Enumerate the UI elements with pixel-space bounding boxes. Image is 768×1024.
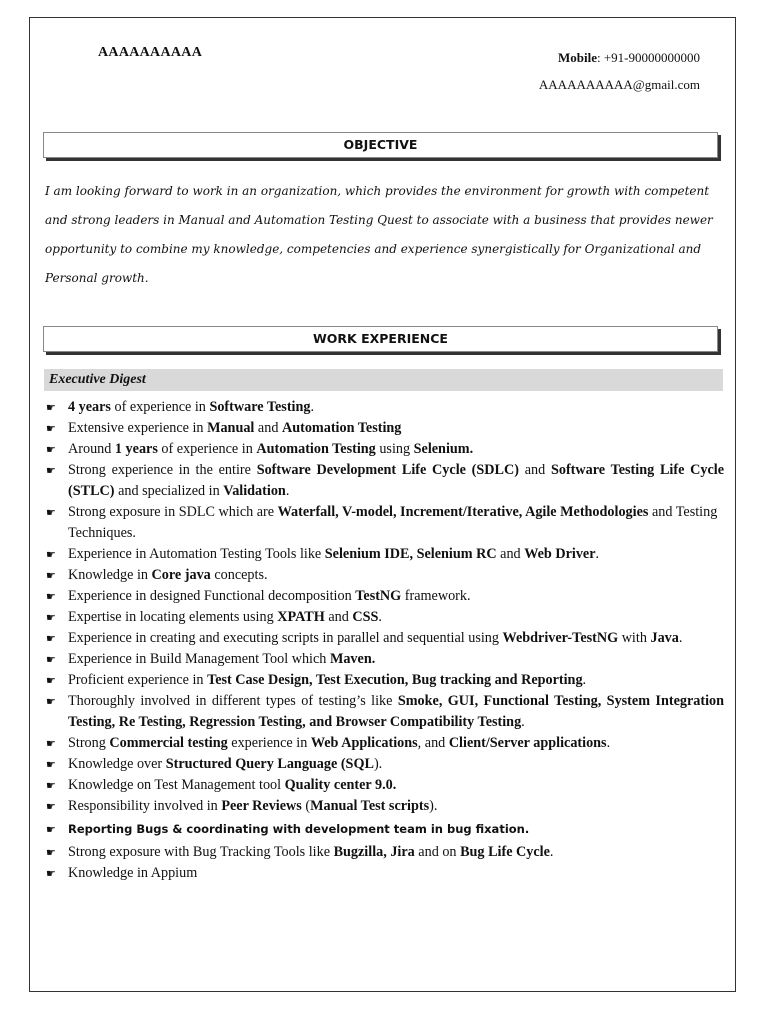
list-item-text: Bug Life Cycle bbox=[460, 844, 550, 860]
list-item-text: of experience in bbox=[110, 399, 210, 415]
hand-pointing-icon: ☛ bbox=[46, 653, 56, 666]
executive-digest-title: Executive Digest bbox=[49, 372, 146, 387]
list-item-text: and on bbox=[414, 844, 461, 860]
list-item bbox=[46, 819, 726, 840]
candidate-name: AAAAAAAAAA bbox=[98, 45, 203, 60]
list-item-text: concepts. bbox=[210, 567, 268, 583]
list-item-text: ). bbox=[373, 756, 383, 772]
list-item-text: Automation Testing bbox=[281, 420, 402, 436]
list-item bbox=[46, 754, 726, 775]
list-item bbox=[46, 607, 726, 628]
list-item-text: ). bbox=[429, 798, 438, 814]
objective-heading: OBJECTIVE bbox=[43, 132, 718, 158]
list-item-text: . bbox=[521, 714, 525, 730]
mobile-line bbox=[480, 44, 700, 71]
hand-pointing-icon: ☛ bbox=[46, 695, 56, 708]
list-item bbox=[46, 863, 726, 884]
list-item-text: Strong exposure with Bug Tracking Tools like bbox=[68, 844, 334, 860]
executive-digest-list bbox=[46, 397, 726, 884]
list-item-text: 4 years bbox=[68, 399, 111, 415]
list-item-text: Selenium IDE, Selenium RC bbox=[324, 546, 497, 562]
list-item-text: ( bbox=[301, 798, 311, 814]
hand-pointing-icon: ☛ bbox=[46, 443, 56, 456]
list-item-text: Web Driver bbox=[524, 546, 596, 562]
list-item-text: and specialized in bbox=[114, 483, 224, 499]
list-item bbox=[46, 544, 726, 565]
list-item-text: Responsibility involved in bbox=[68, 798, 222, 814]
list-item-text: Experience in designed Functional decomposition bbox=[68, 588, 356, 604]
list-item-text: Reporting Bugs & coordinating with development team in bug fixation. bbox=[68, 822, 530, 836]
list-item-text: , and bbox=[417, 735, 449, 751]
contact-block bbox=[480, 44, 700, 98]
list-item bbox=[46, 733, 726, 754]
email-address: AAAAAAAAAA@gmail.com bbox=[538, 77, 700, 92]
list-item-text: Commercial testing bbox=[109, 735, 228, 751]
list-item-text: . bbox=[285, 483, 290, 499]
list-item-text: and bbox=[518, 462, 551, 478]
list-item-text: . bbox=[582, 672, 587, 688]
hand-pointing-icon: ☛ bbox=[46, 800, 56, 813]
hand-pointing-icon: ☛ bbox=[46, 867, 56, 880]
list-item-text: Strong exposure in SDLC which are bbox=[68, 504, 278, 520]
list-item-text: TestNG bbox=[355, 588, 402, 604]
hand-pointing-icon: ☛ bbox=[46, 422, 56, 435]
list-item bbox=[46, 502, 726, 544]
list-item-text: Experience in creating and executing scripts in parallel and sequential using bbox=[68, 630, 503, 646]
hand-pointing-icon: ☛ bbox=[46, 464, 56, 477]
mobile-label: Mobile bbox=[557, 50, 597, 65]
work-experience-heading: WORK EXPERIENCE bbox=[43, 326, 718, 352]
list-item-text: Web Applications bbox=[310, 735, 418, 751]
list-item-text: Selenium. bbox=[413, 441, 474, 457]
list-item-text: Experience in Automation Testing Tools like bbox=[68, 546, 325, 562]
hand-pointing-icon: ☛ bbox=[46, 401, 56, 414]
hand-pointing-icon: ☛ bbox=[46, 779, 56, 792]
executive-digest-bar bbox=[44, 369, 723, 391]
list-item-text: Thoroughly involved in different types of testing’s like bbox=[68, 693, 398, 709]
hand-pointing-icon: ☛ bbox=[46, 611, 56, 624]
list-item-text: framework. bbox=[401, 588, 471, 604]
hand-pointing-icon: ☛ bbox=[46, 823, 56, 836]
list-item-text: and bbox=[496, 546, 525, 562]
list-item-text: Strong experience in the entire bbox=[68, 462, 257, 478]
list-item-text: XPATH bbox=[277, 609, 325, 625]
list-item-text: . bbox=[549, 844, 554, 860]
list-item-text: Proficient experience in bbox=[68, 672, 208, 688]
list-item-text: Smoke, GUI, Functional Testing, System Integration Testing, Re Testing, Regression Testing, and Browser Compatibility Testing bbox=[68, 693, 724, 730]
list-item-text: Knowledge over bbox=[68, 756, 166, 772]
hand-pointing-icon: ☛ bbox=[46, 632, 56, 645]
list-item bbox=[46, 397, 726, 418]
hand-pointing-icon: ☛ bbox=[46, 758, 56, 771]
hand-pointing-icon: ☛ bbox=[46, 846, 56, 859]
list-item bbox=[46, 418, 726, 439]
list-item-text: of experience in bbox=[157, 441, 257, 457]
list-item-text: experience in bbox=[227, 735, 311, 751]
list-item-text: and bbox=[254, 420, 282, 436]
list-item-text: Test Case Design, Test Execution, Bug tracking and Reporting bbox=[207, 672, 583, 688]
list-item-text: Knowledge in Appium bbox=[68, 865, 198, 881]
list-item-text: Quality center 9.0. bbox=[284, 777, 397, 793]
hand-pointing-icon: ☛ bbox=[46, 737, 56, 750]
list-item-text: . bbox=[678, 630, 683, 646]
list-item-text: . bbox=[378, 609, 382, 625]
list-item-text: Around bbox=[68, 441, 115, 457]
list-item-text: CSS bbox=[352, 609, 379, 625]
list-item-text: Software Testing Life Cycle (STLC) bbox=[68, 462, 724, 499]
list-item bbox=[46, 460, 726, 502]
list-item-text: Waterfall, V-model, Increment/Iterative, Agile Methodologies bbox=[277, 504, 649, 520]
list-item bbox=[46, 628, 726, 649]
list-item bbox=[46, 775, 726, 796]
list-item-text: with bbox=[618, 630, 651, 646]
list-item-text: Client/Server applications bbox=[448, 735, 607, 751]
list-item-text: Software Testing bbox=[209, 399, 311, 415]
list-item-text: Knowledge on Test Management tool bbox=[68, 777, 285, 793]
list-item-text: . bbox=[595, 546, 600, 562]
list-item-text: Software Development Life Cycle (SDLC) bbox=[256, 462, 519, 478]
list-item-text: 1 years bbox=[114, 441, 158, 457]
list-item bbox=[46, 439, 726, 460]
list-item bbox=[46, 691, 726, 733]
list-item-text: Experience in Build Management Tool which bbox=[68, 651, 330, 667]
mobile-number: : +91-90000000000 bbox=[596, 50, 700, 65]
list-item-text: Structured Query Language (SQL bbox=[165, 756, 374, 772]
list-item-text: Manual bbox=[207, 420, 255, 436]
list-item-text: Manual Test scripts bbox=[310, 798, 430, 814]
list-item-text: Automation Testing bbox=[256, 441, 376, 457]
list-item-text: Maven. bbox=[329, 651, 376, 667]
list-item-text: . bbox=[606, 735, 611, 751]
hand-pointing-icon: ☛ bbox=[46, 590, 56, 603]
list-item-text: Validation bbox=[223, 483, 286, 499]
list-item-text: and bbox=[324, 609, 353, 625]
objective-text: I am looking forward to work in an organization, which provides the environment for growth with competent and strong leaders in Manual and Automation Testing Quest to associate with a business that provides newer opportunity to combine my knowledge, competencies and experience synergistically for Organizational and Personal growth. bbox=[45, 184, 713, 285]
list-item bbox=[46, 565, 726, 586]
hand-pointing-icon: ☛ bbox=[46, 569, 56, 582]
list-item-text: Expertise in locating elements using bbox=[68, 609, 278, 625]
list-item-text: Java bbox=[650, 630, 679, 646]
hand-pointing-icon: ☛ bbox=[46, 548, 56, 561]
list-item-text: Core java bbox=[151, 567, 211, 583]
list-item-text: Webdriver-TestNG bbox=[502, 630, 619, 646]
list-item bbox=[46, 842, 726, 863]
list-item bbox=[46, 649, 726, 670]
hand-pointing-icon: ☛ bbox=[46, 674, 56, 687]
list-item-text: Extensive experience in bbox=[68, 420, 208, 436]
list-item bbox=[46, 670, 726, 691]
list-item-text: Bugzilla, Jira bbox=[333, 844, 415, 860]
list-item-text: Peer Reviews bbox=[221, 798, 302, 814]
list-item bbox=[46, 586, 726, 607]
hand-pointing-icon: ☛ bbox=[46, 506, 56, 519]
list-item-text: Knowledge in bbox=[68, 567, 152, 583]
list-item-text: Strong bbox=[68, 735, 110, 751]
list-item-text: . bbox=[310, 399, 315, 415]
list-item-text: using bbox=[375, 441, 414, 457]
list-item-text: and Testing Techniques. bbox=[68, 504, 718, 541]
list-item bbox=[46, 796, 726, 817]
